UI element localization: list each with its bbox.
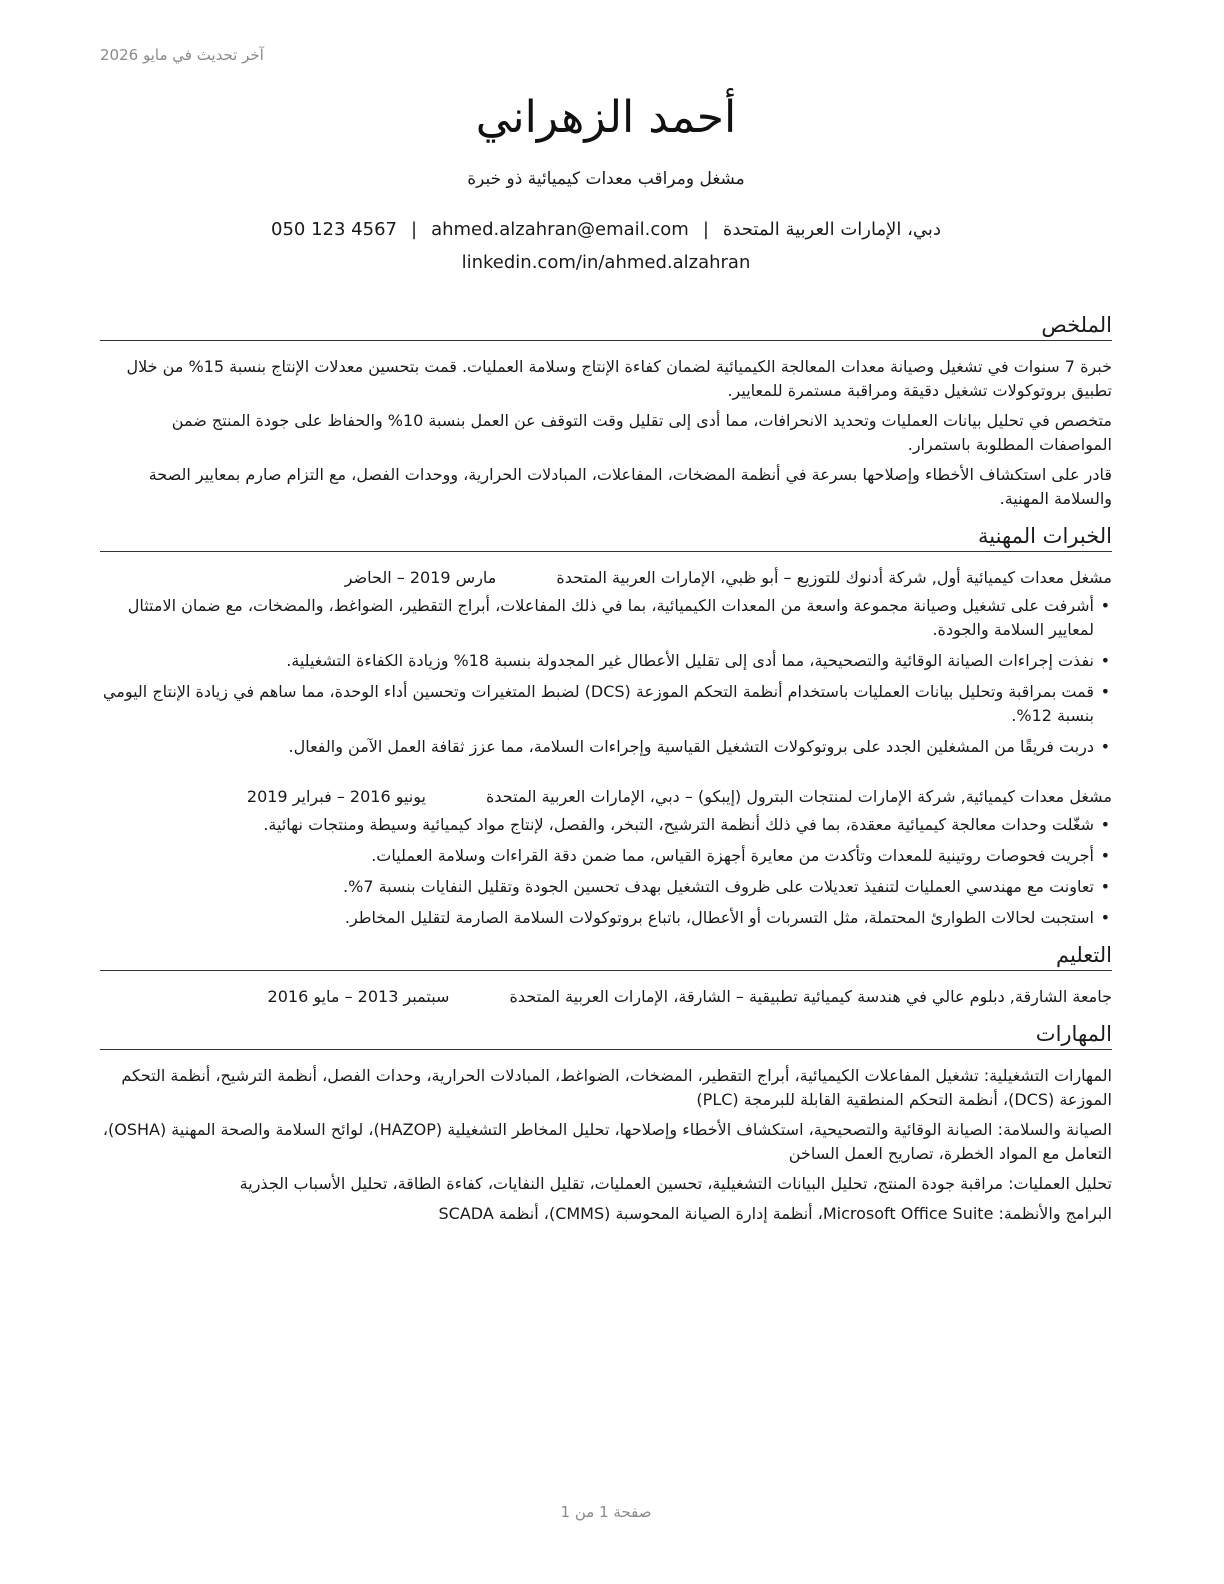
job-bullets <box>100 813 1112 930</box>
job-bullet <box>100 844 1112 868</box>
job-bullet-text: قمت بمراقبة وتحليل بيانات العمليات باستخدام أنظمة التحكم الموزعة (DCS) لضبط المتغيرات وتحسين أداء الوحدة، مما ساهم في زيادة الإنتاج اليومي بنسبة 12%. <box>102 682 1094 725</box>
job-bullet <box>100 875 1112 899</box>
contact-line <box>100 218 1112 242</box>
summary-heading: الملخص <box>100 310 1112 341</box>
bullet-icon: • <box>1100 908 1110 927</box>
job-title-company: مشغل معدات كيميائية أول, شركة أدنوك للتوزيع – أبو ظبي، الإمارات العربية المتحدة <box>556 568 1112 587</box>
contact-email[interactable]: ahmed.alzahran@email.com <box>431 219 689 240</box>
job-header <box>100 566 1112 590</box>
summary-section <box>100 310 1112 511</box>
job-entry <box>100 566 1112 759</box>
job-bullets <box>100 594 1112 759</box>
resume-body <box>100 310 1112 1236</box>
job-bullet-text: تعاونت مع مهندسي العمليات لتنفيذ تعديلات على ظروف التشغيل بهدف تحسين الجودة وتقليل النفايات بنسبة 7%. <box>343 877 1094 896</box>
education-dates: سبتمبر 2013 – مايو 2016 <box>267 987 450 1006</box>
summary-paragraph: خبرة 7 سنوات في تشغيل وصيانة معدات المعالجة الكيميائية لضمان كفاءة الإنتاج وسلامة العمليات. قمت بتحسين معدلات الإنتاج بنسبة 15% من خلال تطبيق بروتوكولات تشغيل دقيقة ومراقبة مستمرة للمعايير. <box>126 357 1112 400</box>
education-heading: التعليم <box>100 940 1112 971</box>
job-bullet-text: شغّلت وحدات معالجة كيميائية معقدة، بما في ذلك أنظمة الترشيح، التبخر، والفصل، لإنتاج مواد كيميائية وسيطة ومنتجات نهائية. <box>263 815 1094 834</box>
bullet-icon: • <box>1100 877 1110 896</box>
job-bullet <box>100 649 1112 673</box>
summary-paragraph: متخصص في تحليل بيانات العمليات وتحديد الانحرافات، مما أدى إلى تقليل وقت التوقف عن العمل بنسبة 10% والحفاظ على جودة المنتج ضمن المواصفات المطلوبة باستمرار. <box>171 411 1112 454</box>
bullet-icon: • <box>1100 846 1110 865</box>
experience-section <box>100 521 1112 930</box>
skills-section <box>100 1019 1112 1226</box>
bullet-icon: • <box>1100 815 1110 834</box>
experience-heading: الخبرات المهنية <box>100 521 1112 552</box>
last-updated-note: آخر تحديث في مايو 2026 <box>100 46 264 64</box>
education-entry <box>100 985 1112 1009</box>
bullet-icon: • <box>1100 596 1110 615</box>
bullet-icon: • <box>1100 737 1110 756</box>
skills-paragraph: تحليل العمليات: مراقبة جودة المنتج، تحليل البيانات التشغيلية، تحسين العمليات، تقليل النفايات، كفاءة الطاقة، تحليل الأسباب الجذرية <box>239 1174 1112 1193</box>
contact-phone[interactable]: 050 123 4567 <box>271 219 397 240</box>
skills-paragraph: البرامج والأنظمة: Microsoft Office Suite، أنظمة إدارة الصيانة المحوسبة (CMMS)، أنظمة SCADA <box>438 1204 1112 1223</box>
job-bullet-text: استجبت لحالات الطوارئ المحتملة، مثل التسربات أو الأعطال، باتباع بروتوكولات السلامة الصارمة لتقليل المخاطر. <box>344 908 1094 927</box>
job-bullet <box>100 735 1112 759</box>
page-footer: صفحة 1 من 1 <box>560 1503 652 1521</box>
job-bullet <box>100 906 1112 930</box>
job-entry <box>100 785 1112 930</box>
job-bullet <box>100 680 1112 728</box>
job-header <box>100 785 1112 809</box>
job-bullet-text: أجريت فحوصات روتينية للمعدات وتأكدت من معايرة أجهزة القياس، مما ضمن دقة القراءات وسلامة العمليات. <box>371 846 1094 865</box>
job-title-company: مشغل معدات كيميائية, شركة الإمارات لمنتجات البترول (إيبكو) – دبي، الإمارات العربية المتحدة <box>485 787 1112 806</box>
education-institution-degree: جامعة الشارقة, دبلوم عالي في هندسة كيميائية تطبيقية – الشارقة، الإمارات العربية المتحدة <box>509 987 1112 1006</box>
job-bullet <box>100 813 1112 837</box>
candidate-name: أحمد الزهراني <box>475 92 737 143</box>
job-bullet-text: دربت فريقًا من المشغلين الجدد على بروتوكولات التشغيل القياسية وإجراءات السلامة، مما عزز ثقافة العمل الآمن والفعال. <box>288 737 1094 756</box>
job-dates: يونيو 2016 – فبراير 2019 <box>246 787 426 806</box>
contact-separator: | <box>702 219 709 240</box>
skills-paragraph: الصيانة والسلامة: الصيانة الوقائية والتصحيحية، استكشاف الأخطاء وإصلاحها، تحليل المخاطر التشغيلية (HAZOP)، لوائح السلامة والصحة المهنية (OSHA)، التعامل مع المواد الخطرة، تصاريح العمل الساخن <box>102 1120 1112 1163</box>
contact-linkedin[interactable]: linkedin.com/in/ahmed.alzahran <box>461 252 751 273</box>
candidate-title: مشغل ومراقب معدات كيميائية ذو خبرة <box>467 169 745 189</box>
education-section <box>100 940 1112 1009</box>
resume-page <box>100 0 1112 1584</box>
job-bullet-text: نفذت إجراءات الصيانة الوقائية والتصحيحية، مما أدى إلى تقليل الأعطال غير المجدولة بنسبة 18% وزيادة الكفاءة التشغيلية. <box>286 651 1094 670</box>
resume-header <box>100 88 1112 275</box>
skills-paragraph: المهارات التشغيلية: تشغيل المفاعلات الكيميائية، أبراج التقطير، المضخات، الضواغط، المبادلات الحرارية، وحدات الفصل، أنظمة الترشيح، أنظمة التحكم الموزعة (DCS)، أنظمة التحكم المنطقية القابلة للبرمجة (PLC) <box>121 1066 1112 1109</box>
summary-paragraph: قادر على استكشاف الأخطاء وإصلاحها بسرعة في أنظمة المضخات، المفاعلات، المبادلات الحرارية، ووحدات الفصل، مع التزام صارم بمعايير الصحة والسلامة المهنية. <box>148 465 1112 508</box>
job-bullet-text: أشرفت على تشغيل وصيانة مجموعة واسعة من المعدات الكيميائية، بما في ذلك المفاعلات، أبراج التقطير، الضواغط، والمضخات، مع ضمان الامتثال لمعايير السلامة والجودة. <box>127 596 1094 639</box>
skills-heading: المهارات <box>100 1019 1112 1050</box>
bullet-icon: • <box>1100 682 1110 701</box>
contact-location: دبي، الإمارات العربية المتحدة <box>722 219 941 240</box>
bullet-icon: • <box>1100 651 1110 670</box>
contact-separator: | <box>410 219 418 240</box>
job-bullet <box>100 594 1112 642</box>
job-dates: مارس 2019 – الحاضر <box>344 568 497 587</box>
